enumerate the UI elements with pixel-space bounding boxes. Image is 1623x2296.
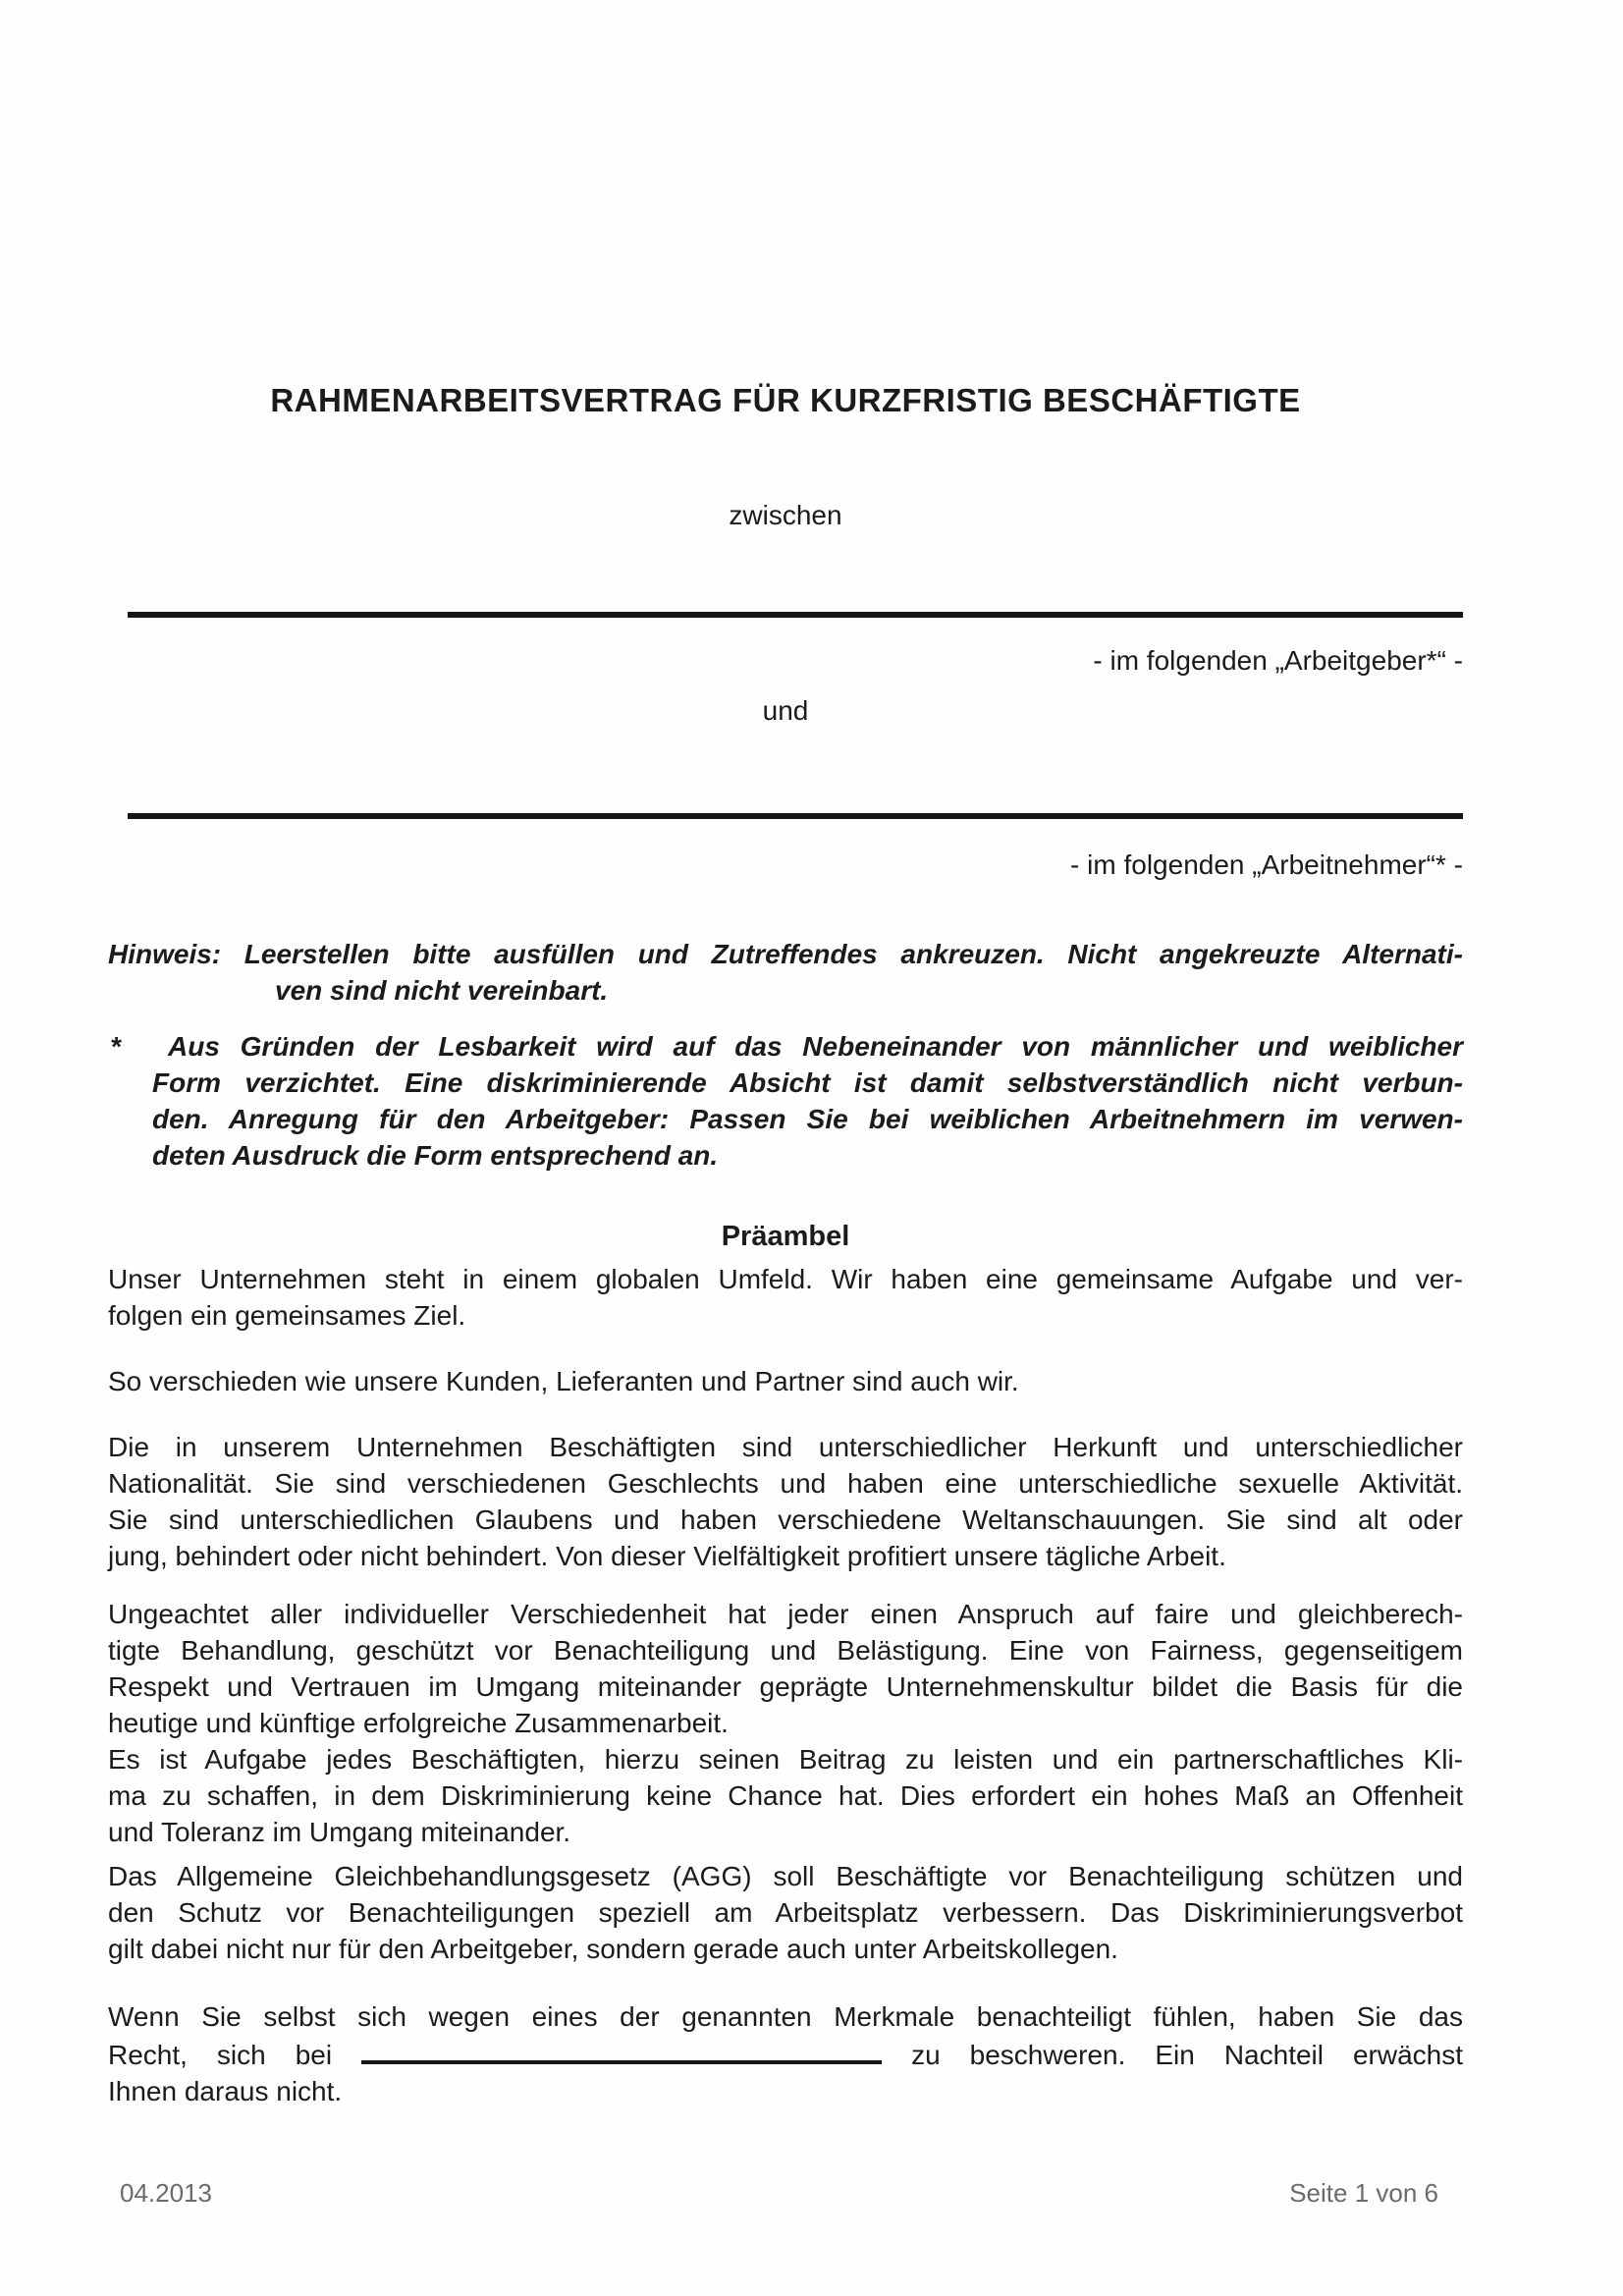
text-line: Wenn Sie selbst sich wegen eines der genannten Merkmale benachteiligt fühlen, haben Sie das	[108, 2001, 1463, 2032]
notice-line: Hinweis: Leerstellen bitte ausfüllen und Zutreffendes ankreuzen. Nicht angekreuzte Alternati-	[108, 939, 1463, 969]
complaint-text-after-blank: zu beschweren. Ein Nachteil erwächst	[911, 2040, 1464, 2070]
employee-designation: - im folgenden „Arbeitnehmer“* -	[1070, 849, 1463, 880]
preamble-paragraph	[108, 1261, 1463, 1334]
text-line: Die in unserem Unternehmen Beschäftigten sind unterschiedlicher Herkunft und unterschiedlicher	[108, 1432, 1463, 1462]
complaint-paragraph	[108, 1998, 1463, 2109]
text-line: So verschieden wie unsere Kunden, Lieferanten und Partner sind auch wir.	[108, 1366, 1019, 1396]
between-label: zwischen	[729, 500, 842, 530]
employee-fill-in-line	[128, 813, 1463, 819]
preamble-heading: Präambel	[721, 1221, 850, 1252]
footnote-line: Form verzichtet. Eine diskriminierende Absicht ist damit selbstverständlich nicht verbun-	[152, 1067, 1463, 1098]
preamble-paragraphs	[108, 1261, 1463, 1967]
preamble-paragraph	[108, 1363, 1463, 1399]
footnote-line: deten Ausdruck die Form entsprechend an.	[152, 1140, 719, 1171]
text-line: ma zu schaffen, in dem Diskriminierung keine Chance hat. Dies erfordert ein hohes Maß an Offenheit	[108, 1780, 1463, 1811]
text-line: jung, behindert oder nicht behindert. Von dieser Vielfältigkeit profitiert unsere tägliche Arbeit.	[108, 1541, 1226, 1571]
notice-block	[108, 936, 1463, 1009]
text-line: und Toleranz im Umgang miteinander.	[108, 1817, 571, 1847]
text-line: Das Allgemeine Gleichbehandlungsgesetz (AGG) soll Beschäftigte vor Benachteiligung schützen und	[108, 1861, 1463, 1891]
text-line: folgen ein gemeinsames Ziel.	[108, 1300, 466, 1331]
text-line: heutige und künftige erfolgreiche Zusammenarbeit.	[108, 1708, 729, 1738]
footnote-asterisk: *	[110, 1031, 121, 1062]
text-line: Unser Unternehmen steht in einem globalen Umfeld. Wir haben eine gemeinsame Aufgabe und ver-	[108, 1264, 1463, 1294]
text-line: den Schutz vor Benachteiligungen speziell am Arbeitsplatz verbessern. Das Diskriminierungsverbot	[108, 1897, 1463, 1928]
page-footer	[108, 2175, 1463, 2212]
text-line: Ungeachtet aller individueller Verschiedenheit hat jeder einen Anspruch auf faire und gleichberech-	[108, 1599, 1463, 1629]
complaint-text-before-blank: Recht, sich bei	[108, 2040, 333, 2070]
text-line: tigte Behandlung, geschützt vor Benachteiligung und Belästigung. Eine von Fairness, gegenseitigem	[108, 1635, 1463, 1666]
text-line: Nationalität. Sie sind verschiedenen Geschlechts und haben eine unterschiedliche sexuelle Aktivität.	[108, 1468, 1463, 1499]
text-line	[108, 2035, 1463, 2073]
footnote-block	[108, 1028, 1463, 1174]
employer-designation: - im folgenden „Arbeitgeber*“ -	[1093, 645, 1463, 676]
page-number: Seite 1 von 6	[1289, 2178, 1438, 2208]
footnote-line: Aus Gründen der Lesbarkeit wird auf das Nebeneinander von männlicher und weiblicher	[168, 1031, 1463, 1062]
text-line: Es ist Aufgabe jedes Beschäftigten, hierzu seinen Beitrag zu leisten und ein partnerschaftliches Kli-	[108, 1744, 1463, 1775]
text-line: gilt dabei nicht nur für den Arbeitgeber, sondern gerade auch unter Arbeitskollegen.	[108, 1934, 1118, 1964]
version-label: 04.2013	[120, 2178, 212, 2208]
preamble-paragraph	[108, 1429, 1463, 1574]
preamble-paragraph	[108, 1596, 1463, 1741]
employer-fill-in-line	[128, 612, 1463, 618]
preamble-paragraph	[108, 1858, 1463, 1967]
footnote-line: den. Anregung für den Arbeitgeber: Passen Sie bei weiblichen Arbeitnehmern im verwen-	[152, 1104, 1463, 1134]
document-title: RAHMENARBEITSVERTRAG FÜR KURZFRISTIG BESCHÄFTIGTE	[270, 382, 1301, 418]
text-line: Respekt und Vertrauen im Umgang miteinander geprägte Unternehmenskultur bildet die Basis für die	[108, 1671, 1463, 1702]
text-line: Ihnen daraus nicht.	[108, 2076, 343, 2106]
complaint-recipient-blank-line	[361, 2035, 882, 2064]
notice-line: ven sind nicht vereinbart.	[275, 975, 609, 1006]
preamble-paragraph	[108, 1741, 1463, 1850]
text-line: Sie sind unterschiedlichen Glaubens und haben verschiedene Weltanschauungen. Sie sind alt oder	[108, 1504, 1463, 1535]
and-label: und	[762, 695, 809, 726]
